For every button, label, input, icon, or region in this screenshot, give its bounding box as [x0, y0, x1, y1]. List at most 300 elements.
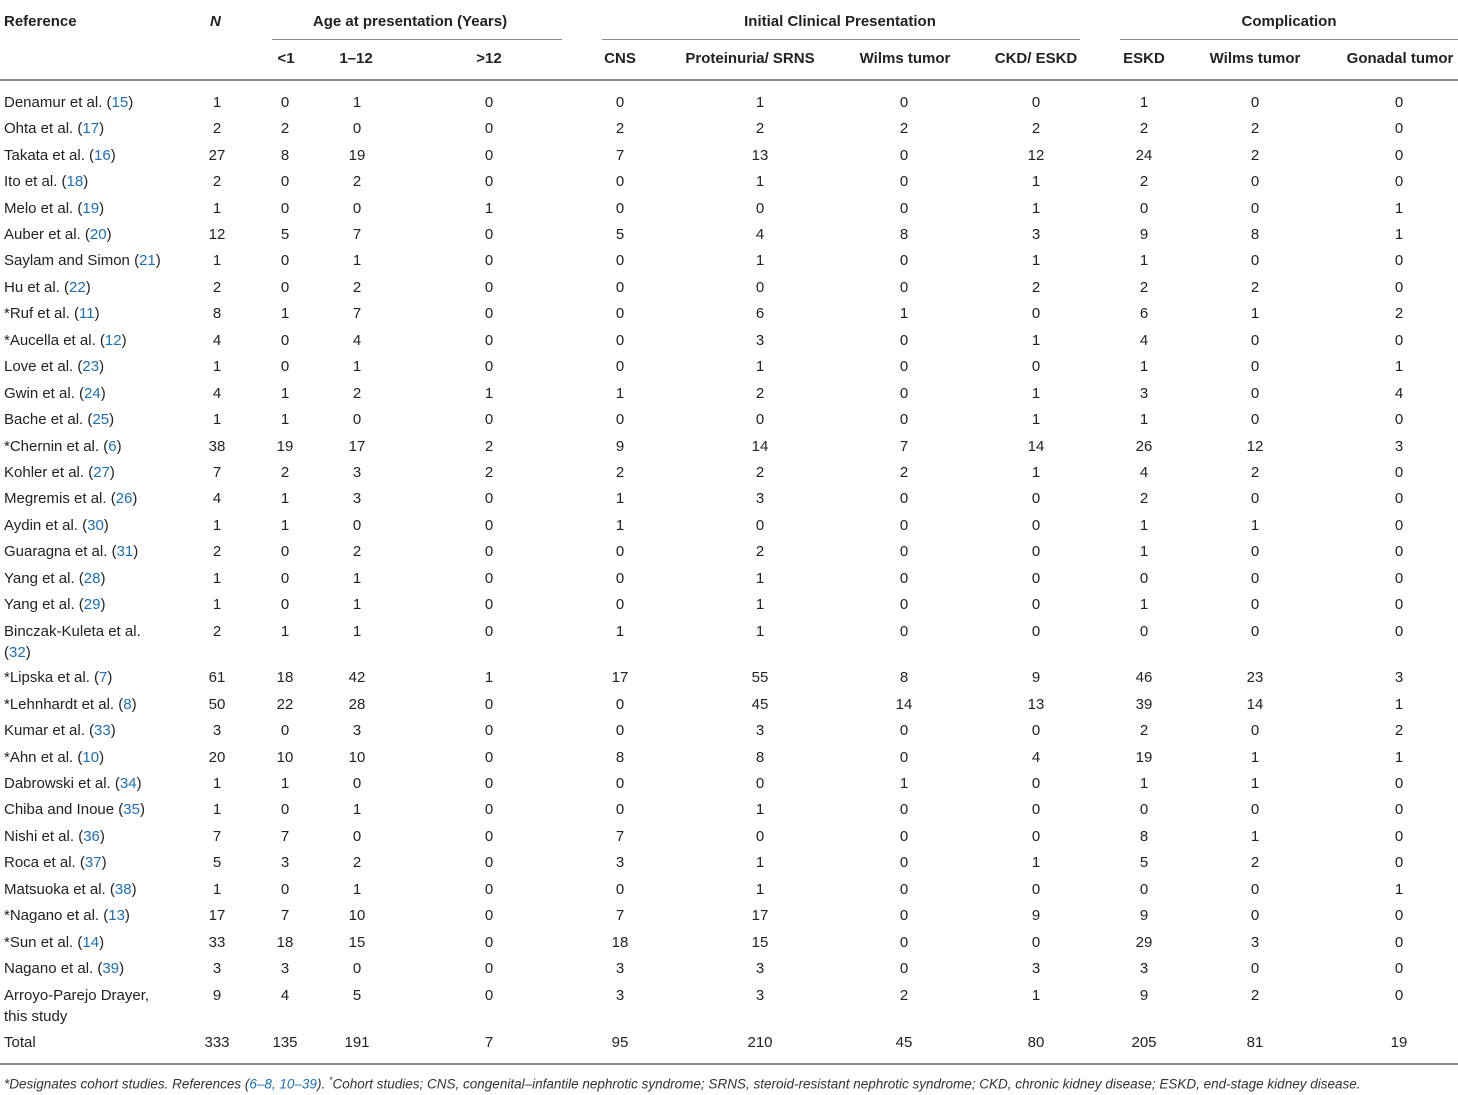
citation-link[interactable]: 11	[79, 305, 95, 322]
value-cell: 1	[212, 775, 222, 792]
citation-link[interactable]: 15	[111, 94, 129, 111]
value-cell: 0	[615, 543, 625, 560]
value-cell: 2	[1250, 464, 1260, 481]
citation-link[interactable]: 6	[108, 438, 117, 455]
value-cell: 12	[1246, 438, 1264, 455]
group-underline-complication	[1120, 39, 1458, 40]
citation-link[interactable]: 34	[119, 775, 137, 792]
citation-close: )	[139, 801, 145, 818]
citation-link[interactable]: 10	[82, 749, 100, 766]
value-cell: 2	[1250, 120, 1260, 137]
value-cell: 2	[899, 987, 909, 1004]
value-cell: 1	[484, 385, 494, 402]
header-wilms-complication: Wilms tumor	[1209, 50, 1301, 67]
value-cell: 9	[1031, 669, 1041, 686]
value-cell: 0	[484, 305, 494, 322]
header-gonadal: Gonadal tumor	[1346, 50, 1454, 67]
value-cell: 0	[484, 543, 494, 560]
value-cell: 0	[1394, 517, 1404, 534]
value-cell: 2	[899, 120, 909, 137]
value-cell: 0	[615, 279, 625, 296]
reference-line	[4, 409, 114, 430]
footnote-citation-link[interactable]: 6–8, 10–39	[249, 1076, 317, 1092]
reference-line	[4, 541, 138, 562]
value-cell: 19	[1135, 749, 1153, 766]
value-cell: 1	[755, 94, 765, 111]
reference-text: Kohler et al. (	[4, 464, 94, 481]
citation-link[interactable]: 21	[139, 252, 156, 269]
reference-line	[4, 224, 112, 245]
value-cell: 2	[352, 385, 362, 402]
value-cell: 0	[615, 696, 625, 713]
value-cell: 0	[1394, 411, 1404, 428]
value-cell: 0	[484, 881, 494, 898]
citation-close: )	[100, 596, 106, 613]
value-cell: 0	[615, 881, 625, 898]
value-cell: 2	[212, 279, 222, 296]
value-cell: 0	[280, 596, 290, 613]
value-cell: 1	[352, 623, 362, 640]
reference-cell	[4, 409, 114, 430]
reference-text: Love et al. (	[4, 358, 83, 375]
value-cell: 19	[348, 147, 366, 164]
value-cell: 1	[1139, 252, 1149, 269]
value-cell: 0	[899, 147, 909, 164]
value-cell: 5	[1139, 854, 1149, 871]
value-cell: 0	[484, 173, 494, 190]
citation-close: )	[121, 332, 127, 349]
value-cell: 42	[348, 669, 366, 686]
value-cell: 1	[212, 252, 222, 269]
value-cell: 2	[615, 120, 625, 137]
reference-cell	[4, 932, 104, 953]
value-cell: 1	[1031, 411, 1041, 428]
reference-text: Gwin et al. (	[4, 385, 85, 402]
value-cell: 333	[204, 1034, 230, 1051]
citation-link[interactable]: 38	[114, 881, 132, 898]
value-cell: 2	[755, 385, 765, 402]
table-footnote	[4, 1075, 1361, 1092]
value-cell: 1	[1031, 200, 1041, 217]
value-cell: 1	[755, 801, 765, 818]
header-cns: CNS	[604, 50, 636, 67]
value-cell: 8	[212, 305, 222, 322]
reference-line	[4, 383, 106, 404]
value-cell: 1	[352, 94, 362, 111]
value-cell: 0	[484, 801, 494, 818]
value-cell: 0	[484, 147, 494, 164]
value-cell: 1	[352, 570, 362, 587]
value-cell: 0	[755, 517, 765, 534]
value-cell: 2	[484, 464, 494, 481]
reference-text: Arroyo-Parejo Drayer,	[4, 987, 150, 1004]
reference-line	[4, 694, 137, 715]
value-cell: 3	[1394, 669, 1404, 686]
value-cell: 0	[1394, 570, 1404, 587]
reference-line	[4, 958, 124, 979]
value-cell: 1	[212, 596, 222, 613]
reference-text: Matsuoka et al. (	[4, 881, 115, 898]
value-cell: 2	[1394, 305, 1404, 322]
value-cell: 8	[755, 749, 765, 766]
citation-link[interactable]: 31	[116, 543, 134, 560]
citation-link[interactable]: 27	[93, 464, 110, 481]
value-cell: 1	[280, 775, 290, 792]
reference-text: Saylam and Simon (	[4, 252, 140, 269]
value-cell: 0	[1031, 881, 1041, 898]
reference-text: *Aucella et al. (	[4, 332, 105, 349]
value-cell: 7	[615, 907, 625, 924]
citation-link[interactable]: 24	[84, 385, 101, 402]
value-cell: 4	[352, 332, 362, 349]
citation-close: )	[124, 907, 130, 924]
value-cell: 0	[615, 596, 625, 613]
reference-line	[4, 747, 104, 768]
value-cell: 0	[1250, 358, 1260, 375]
value-cell: 0	[1394, 907, 1404, 924]
value-cell: 2	[280, 464, 290, 481]
value-cell: 0	[1250, 960, 1260, 977]
value-cell: 0	[484, 411, 494, 428]
value-cell: 9	[212, 987, 222, 1004]
value-cell: 1	[899, 775, 909, 792]
value-cell: 0	[899, 543, 909, 560]
reference-text: Chiba and Inoue (	[4, 801, 124, 818]
value-cell: 0	[1394, 173, 1404, 190]
value-cell: 7	[615, 828, 625, 845]
value-cell: 0	[1250, 173, 1260, 190]
value-cell: 205	[1131, 1034, 1157, 1051]
value-cell: 15	[348, 934, 366, 951]
value-cell: 0	[615, 570, 625, 587]
value-cell: 0	[755, 200, 765, 217]
value-cell: 0	[1031, 801, 1041, 818]
value-cell: 81	[1246, 1034, 1264, 1051]
citation-close: )	[99, 358, 105, 375]
value-cell: 0	[899, 596, 909, 613]
reference-line	[4, 436, 122, 457]
value-cell: 2	[1139, 120, 1149, 137]
value-cell: 0	[484, 934, 494, 951]
reference-cell	[4, 92, 133, 113]
citation-close: )	[119, 960, 125, 977]
reference-line	[4, 594, 105, 615]
value-cell: 2	[212, 623, 222, 640]
value-cell: 3	[1139, 385, 1149, 402]
value-cell: 1	[212, 801, 222, 818]
value-cell: 8	[280, 147, 290, 164]
value-cell: 135	[272, 1034, 298, 1051]
citation-close: )	[25, 644, 31, 661]
value-cell: 0	[1394, 464, 1404, 481]
reference-cell	[4, 198, 104, 219]
reference-line	[4, 621, 141, 642]
value-cell: 0	[899, 881, 909, 898]
value-cell: 0	[1031, 94, 1041, 111]
value-cell: 2	[1031, 279, 1041, 296]
citation-close: )	[99, 934, 105, 951]
value-cell: 3	[755, 332, 765, 349]
value-cell: 0	[484, 279, 494, 296]
value-cell: 0	[615, 801, 625, 818]
citation-close: )	[128, 94, 134, 111]
reference-line	[4, 852, 107, 873]
header-age-lt1: <1	[277, 50, 295, 67]
citation-link[interactable]: 22	[69, 279, 86, 296]
value-cell: 2	[1250, 147, 1260, 164]
value-cell: 0	[1250, 332, 1260, 349]
value-cell: 0	[1250, 801, 1260, 818]
value-cell: 0	[1394, 120, 1404, 137]
value-cell: 1	[484, 669, 494, 686]
value-cell: 0	[1250, 722, 1260, 739]
citation-link[interactable]: 33	[94, 722, 111, 739]
value-cell: 0	[352, 411, 362, 428]
value-cell: 2	[1031, 120, 1041, 137]
value-cell: 0	[615, 411, 625, 428]
value-cell: 1	[212, 517, 222, 534]
value-cell: 0	[1031, 543, 1041, 560]
value-cell: 0	[899, 517, 909, 534]
value-cell: 55	[751, 669, 769, 686]
value-cell: 0	[899, 623, 909, 640]
citation-link[interactable]: 18	[66, 173, 84, 190]
reference-cell	[4, 720, 116, 741]
value-cell: 19	[1390, 1034, 1408, 1051]
reference-line-2	[4, 1006, 149, 1027]
value-cell: 0	[1250, 94, 1260, 111]
value-cell: 2	[352, 173, 362, 190]
citation-link[interactable]: 28	[83, 570, 101, 587]
value-cell: 0	[1394, 279, 1404, 296]
value-cell: 1	[352, 596, 362, 613]
reference-text: Nishi et al. (	[4, 828, 84, 845]
value-cell: 2	[484, 438, 494, 455]
reference-cell	[4, 905, 130, 926]
citation-link[interactable]: 8	[123, 696, 132, 713]
value-cell: 4	[1139, 464, 1149, 481]
reference-cell	[4, 303, 100, 324]
value-cell: 1	[280, 517, 290, 534]
reference-cell	[4, 568, 105, 589]
value-cell: 7	[280, 828, 290, 845]
value-cell: 0	[899, 934, 909, 951]
value-cell: 3	[1031, 960, 1041, 977]
citation-link[interactable]: 29	[83, 596, 101, 613]
reference-line-2	[4, 642, 141, 663]
reference-line	[4, 171, 88, 192]
value-cell: 0	[899, 801, 909, 818]
citation-link[interactable]: 7	[99, 669, 108, 686]
value-cell: 0	[899, 828, 909, 845]
citation-link[interactable]: 17	[82, 120, 100, 137]
value-cell: 1	[212, 570, 222, 587]
reference-cell	[4, 330, 127, 351]
value-cell: 0	[1250, 200, 1260, 217]
reference-cell	[4, 277, 91, 298]
value-cell: 2	[755, 543, 765, 560]
value-cell: 2	[755, 464, 765, 481]
value-cell: 0	[615, 94, 625, 111]
citation-link[interactable]: 32	[9, 644, 26, 661]
value-cell: 0	[280, 94, 290, 111]
citation-link[interactable]: 16	[94, 147, 111, 164]
value-cell: 7	[484, 1034, 494, 1051]
citation-link[interactable]: 25	[92, 411, 110, 428]
value-cell: 10	[276, 749, 294, 766]
header-age-gt12: >12	[476, 50, 502, 67]
value-cell: 0	[484, 94, 494, 111]
reference-line	[4, 277, 91, 298]
value-cell: 33	[208, 934, 226, 951]
reference-text: *Sun et al. (	[4, 934, 83, 951]
value-cell: 14	[1027, 438, 1045, 455]
value-cell: 1	[1031, 464, 1041, 481]
reference-text: *Lipska et al. (	[4, 669, 100, 686]
value-cell: 0	[1394, 490, 1404, 507]
table-bottom-rule	[0, 1063, 1458, 1065]
reference-cell	[4, 594, 105, 615]
value-cell: 14	[1246, 696, 1264, 713]
value-cell: 4	[212, 490, 222, 507]
value-cell: 1	[1139, 596, 1149, 613]
reference-text: Hu et al. (	[4, 279, 70, 296]
value-cell: 1	[1139, 94, 1149, 111]
value-cell: 1	[212, 94, 222, 111]
value-cell: 0	[615, 305, 625, 322]
citation-link[interactable]: 30	[87, 517, 104, 534]
value-cell: 0	[1394, 252, 1404, 269]
citation-link[interactable]: 19	[82, 200, 100, 217]
value-cell: 0	[280, 200, 290, 217]
value-cell: 6	[1139, 305, 1149, 322]
reference-text: *Chernin et al. (	[4, 438, 109, 455]
value-cell: 0	[484, 696, 494, 713]
value-cell: 20	[208, 749, 226, 766]
value-cell: 28	[348, 696, 366, 713]
value-cell: 3	[212, 960, 222, 977]
value-cell: 2	[899, 464, 909, 481]
value-cell: 3	[1394, 438, 1404, 455]
value-cell: 1	[1394, 226, 1404, 243]
value-cell: 17	[208, 907, 226, 924]
value-cell: 0	[899, 749, 909, 766]
value-cell: 0	[1394, 623, 1404, 640]
value-cell: 0	[1139, 801, 1149, 818]
reference-cell	[4, 356, 104, 377]
value-cell: 10	[348, 907, 366, 924]
citation-link[interactable]: 14	[82, 934, 100, 951]
value-cell: 0	[1250, 252, 1260, 269]
reference-text: *Ruf et al. (	[4, 305, 80, 322]
value-cell: 2	[1139, 722, 1149, 739]
header-age-1-12: 1–12	[339, 50, 373, 67]
value-cell: 0	[484, 623, 494, 640]
value-cell: 17	[611, 669, 629, 686]
value-cell: 7	[212, 828, 222, 845]
citation-link[interactable]: 12	[104, 332, 122, 349]
value-cell: 0	[1250, 907, 1260, 924]
value-cell: 9	[1139, 907, 1149, 924]
value-cell: 0	[1394, 801, 1404, 818]
reference-cell	[4, 852, 107, 873]
value-cell: 1	[280, 305, 290, 322]
header-divider	[0, 79, 1458, 81]
value-cell: 3	[755, 960, 765, 977]
value-cell: 38	[208, 438, 226, 455]
value-cell: 0	[1250, 596, 1260, 613]
value-cell: 13	[751, 147, 769, 164]
value-cell: 1	[1394, 749, 1404, 766]
value-cell: 0	[352, 120, 362, 137]
value-cell: 0	[1031, 623, 1041, 640]
value-cell: 9	[615, 438, 625, 455]
citation-link[interactable]: 26	[115, 490, 133, 507]
citation-close: )	[107, 669, 113, 686]
value-cell: 0	[899, 94, 909, 111]
reference-line	[4, 118, 104, 139]
value-cell: 1	[280, 385, 290, 402]
value-cell: 3	[352, 722, 362, 739]
value-cell: 0	[1250, 385, 1260, 402]
citation-close: )	[99, 749, 105, 766]
footnote-part1: *Designates cohort studies. References (	[4, 1076, 250, 1092]
value-cell: 3	[615, 854, 625, 871]
citation-close: )	[136, 775, 142, 792]
value-cell: 95	[611, 1034, 629, 1051]
citation-link[interactable]: 13	[108, 907, 125, 924]
value-cell: 0	[1394, 775, 1404, 792]
citation-link[interactable]: 37	[84, 854, 102, 871]
value-cell: 0	[1139, 881, 1149, 898]
reference-text: Roca et al. (	[4, 854, 85, 871]
value-cell: 0	[1394, 543, 1404, 560]
value-cell: 0	[484, 226, 494, 243]
value-cell: 0	[1031, 934, 1041, 951]
value-cell: 1	[212, 358, 222, 375]
citation-link[interactable]: 23	[82, 358, 100, 375]
value-cell: 17	[348, 438, 366, 455]
header-eskd: ESKD	[1123, 50, 1165, 67]
citation-link[interactable]: 35	[123, 801, 140, 818]
value-cell: 10	[348, 749, 366, 766]
value-cell: 0	[899, 200, 909, 217]
reference-line	[4, 568, 105, 589]
reference-cell	[4, 436, 122, 457]
value-cell: 39	[1135, 696, 1153, 713]
reference-line	[4, 488, 137, 509]
reference-cell	[4, 985, 149, 1027]
value-cell: 1	[615, 490, 625, 507]
citation-link[interactable]: 36	[83, 828, 100, 845]
value-cell: 1	[1250, 305, 1260, 322]
value-cell: 2	[1250, 854, 1260, 871]
reference-cell	[4, 747, 104, 768]
citation-link[interactable]: 39	[102, 960, 120, 977]
value-cell: 0	[755, 411, 765, 428]
value-cell: 210	[747, 1034, 773, 1051]
value-cell: 0	[1031, 596, 1041, 613]
value-cell: 0	[615, 358, 625, 375]
value-cell: 2	[212, 173, 222, 190]
citation-link[interactable]: 20	[89, 226, 107, 243]
value-cell: 9	[1139, 987, 1149, 1004]
value-cell: 3	[352, 490, 362, 507]
value-cell: 1	[1250, 775, 1260, 792]
value-cell: 4	[1394, 385, 1404, 402]
value-cell: 0	[484, 252, 494, 269]
reference-text-2: this study	[4, 1008, 68, 1025]
